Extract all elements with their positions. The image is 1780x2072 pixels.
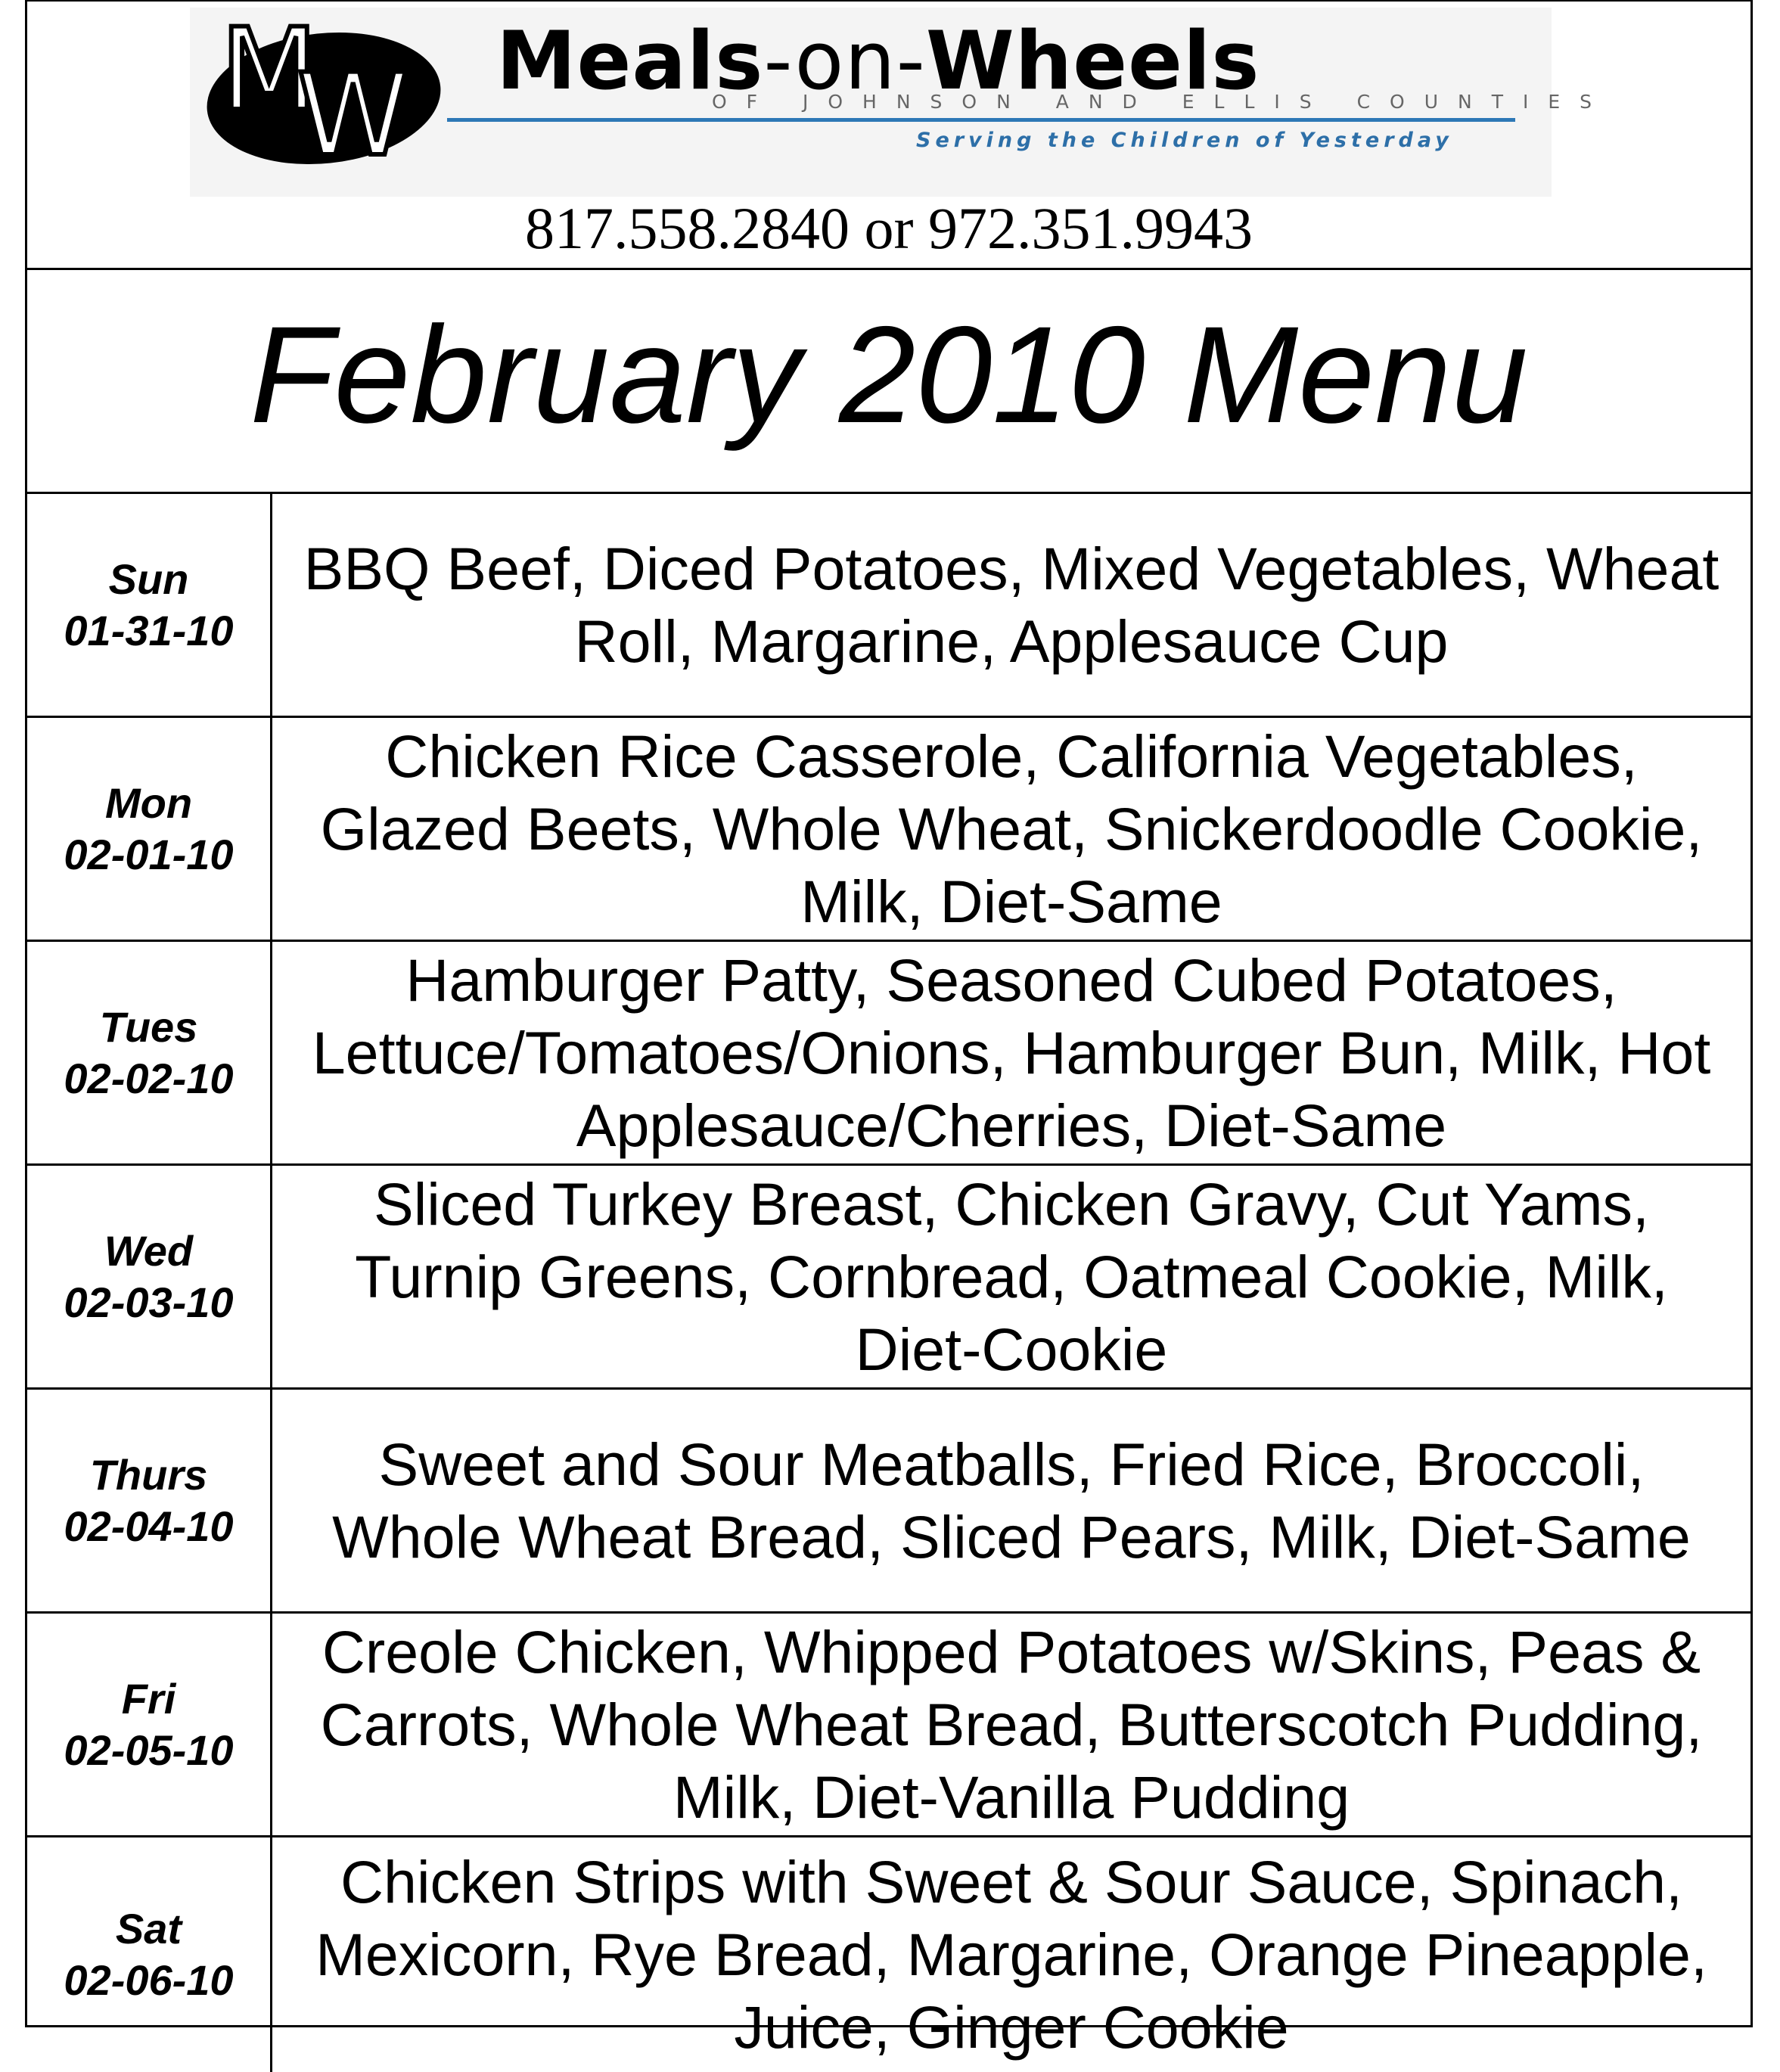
menu-row bbox=[27, 494, 1750, 718]
menu-items: BBQ Beef, Diced Potatoes, Mixed Vegetables, Wheat Roll, Margarine, Applesauce Cup bbox=[303, 534, 1719, 675]
menu-items-cell bbox=[272, 942, 1750, 1163]
logo-title-on: -on- bbox=[763, 14, 926, 107]
day-name: Fri bbox=[121, 1674, 176, 1723]
day-cell bbox=[27, 1390, 272, 1611]
menu-row bbox=[27, 1390, 1750, 1614]
menu-items-cell bbox=[272, 718, 1750, 940]
day-date: 02-06-10 bbox=[64, 1956, 234, 2004]
menu-items: Chicken Strips with Sweet & Sour Sauce, Spinach, Mexicorn, Rye Bread, Margarine, Orange Pineapple, Juice, Ginger Cookie bbox=[315, 1848, 1707, 2061]
menu-row bbox=[27, 1837, 1750, 2072]
logo-title-wheels: Wheels bbox=[925, 14, 1260, 107]
menu-row bbox=[27, 1166, 1750, 1390]
menu-items: Creole Chicken, Whipped Potatoes w/Skins, Peas & Carrots, Whole Wheat Bread, Butterscotch Pudding, Milk, Diet-Vanilla Pudding bbox=[320, 1617, 1703, 1831]
day-name: Tues bbox=[99, 1002, 198, 1051]
menu-items: Hamburger Patty, Seasoned Cubed Potatoes, Lettuce/Tomatoes/Onions, Hamburger Bun, Milk, Hot Applesauce/Cherries, Diet-Same bbox=[312, 946, 1711, 1159]
logo-title bbox=[496, 14, 1260, 107]
day-date: 01-31-10 bbox=[64, 606, 234, 654]
day-cell bbox=[27, 1166, 272, 1387]
page-title: February 2010 Menu bbox=[250, 297, 1528, 452]
header bbox=[27, 2, 1750, 270]
logo-subtitle: OF JOHNSON AND ELLIS COUNTIES bbox=[712, 91, 1612, 113]
day-name: Sat bbox=[115, 1905, 182, 1952]
day-name: Wed bbox=[104, 1226, 194, 1275]
logo bbox=[190, 5, 1612, 197]
menu-items: Sweet and Sour Meatballs, Fried Rice, Broccoli, Whole Wheat Bread, Sliced Pears, Milk, Diet-Same bbox=[332, 1430, 1691, 1570]
menu-items-cell bbox=[272, 494, 1750, 716]
day-cell bbox=[27, 1837, 272, 2072]
title-row bbox=[27, 270, 1750, 494]
logo-mark: MW bbox=[220, 5, 396, 182]
day-date: 02-03-10 bbox=[64, 1278, 234, 1326]
menu-row bbox=[27, 718, 1750, 942]
menu-items-cell bbox=[272, 1837, 1750, 2072]
menu-items-cell bbox=[272, 1390, 1750, 1611]
menu-items-cell bbox=[272, 1166, 1750, 1387]
day-date: 02-01-10 bbox=[64, 830, 234, 878]
day-name: Sun bbox=[108, 555, 189, 603]
day-name: Mon bbox=[104, 778, 193, 827]
menu-document bbox=[25, 0, 1753, 2061]
day-cell bbox=[27, 718, 272, 940]
day-cell bbox=[27, 494, 272, 716]
menu-items-cell bbox=[272, 1614, 1750, 1835]
logo-divider bbox=[447, 118, 1515, 122]
logo-tagline: Serving the Children of Yesterday bbox=[916, 129, 1453, 152]
day-cell bbox=[27, 1614, 272, 1835]
day-name: Thurs bbox=[89, 1450, 208, 1499]
logo-title-meals: Meals bbox=[496, 14, 764, 107]
menu-items: Chicken Rice Casserole, California Vegetables, Glazed Beets, Whole Wheat, Snickerdoodle Cookie, Milk, Diet-Same bbox=[320, 722, 1703, 935]
menu-row bbox=[27, 1614, 1750, 1837]
phone-numbers: 817.558.2840 or 972.351.9943 bbox=[525, 195, 1253, 261]
day-date: 02-02-10 bbox=[64, 1054, 234, 1102]
day-date: 02-05-10 bbox=[64, 1726, 234, 1774]
menu-row bbox=[27, 942, 1750, 1166]
day-date: 02-04-10 bbox=[64, 1502, 234, 1550]
day-cell bbox=[27, 942, 272, 1163]
menu-table bbox=[27, 494, 1750, 2072]
menu-items: Sliced Turkey Breast, Chicken Gravy, Cut Yams, Turnip Greens, Cornbread, Oatmeal Cookie, Milk, Diet-Cookie bbox=[355, 1170, 1668, 1383]
